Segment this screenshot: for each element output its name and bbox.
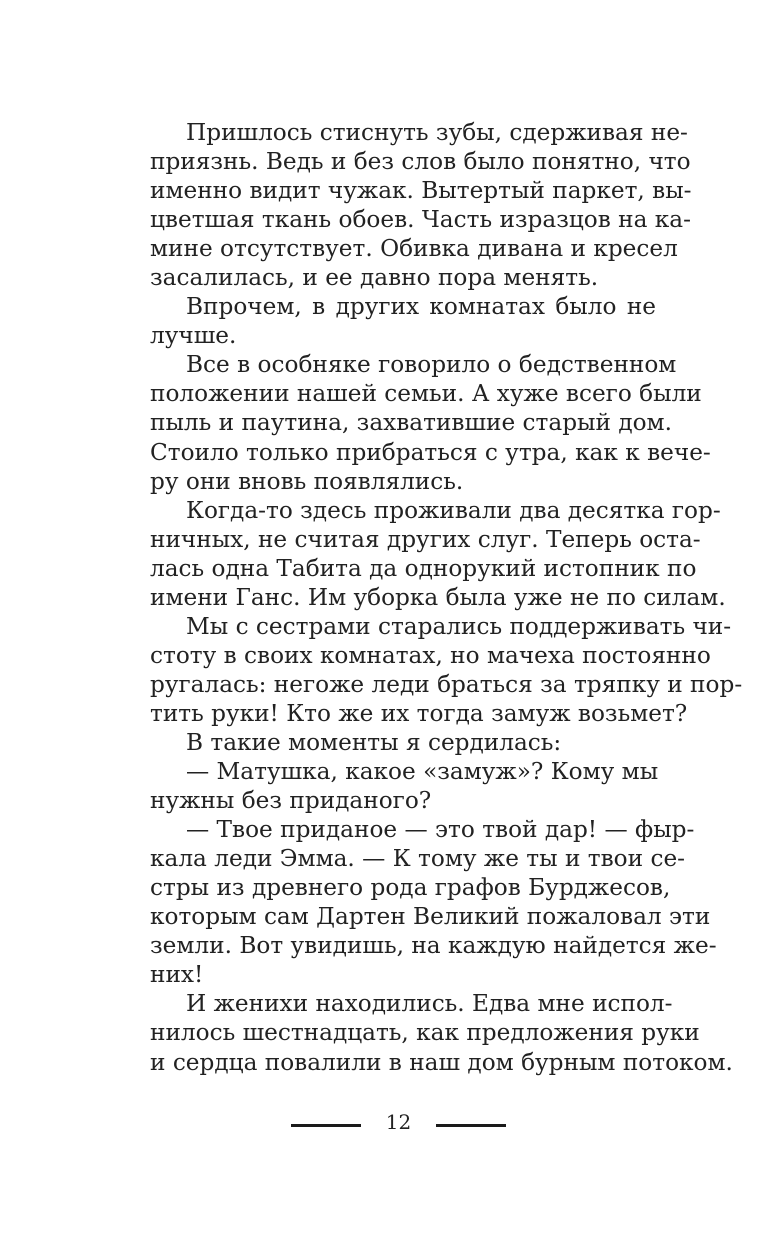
paragraph — [150, 728, 656, 757]
text-line: Пришлось стиснуть зубы, сдерживая не- — [186, 119, 688, 146]
text-line: кала леди Эмма. — К тому же ты и твои се- — [150, 845, 685, 873]
text-line: них! — [150, 961, 204, 989]
text-line: нужны без приданого? — [150, 787, 432, 815]
text-line: стры из древнего рода графов Бурджесов, — [150, 874, 671, 902]
footer-rule-left — [291, 1124, 361, 1127]
text-line: Впрочем, в других комнатах было не — [186, 293, 656, 321]
text-line: стоту в своих комнатах, но мачеха постоянно — [150, 641, 711, 669]
text-line: земли. Вот увидишь, на каждую найдется же- — [150, 932, 717, 960]
text-line: положении нашей семьи. А хуже всего были — [150, 380, 702, 408]
paragraph — [150, 989, 733, 1076]
page-number: 12 — [385, 1110, 412, 1134]
paragraph — [150, 496, 726, 612]
text-line: ру они вновь появлялись. — [150, 467, 464, 495]
paragraph — [150, 757, 659, 815]
paragraph — [150, 815, 717, 989]
text-line: лась одна Табита да однорукий истопник по — [150, 554, 697, 582]
text-line: пыль и паутина, захватившие старый дом. — [150, 409, 672, 437]
text-line: имени Ганс. Им уборка была уже не по силам. — [150, 583, 726, 611]
paragraph — [150, 612, 743, 728]
text-line: которым сам Дартен Великий пожаловал эти — [150, 903, 711, 931]
text-line: лучше. — [150, 322, 237, 350]
text-line: именно видит чужак. Вытертый паркет, вы- — [150, 177, 692, 205]
text-line: Все в особняке говорило о бедственном — [186, 351, 677, 379]
text-line: — Матушка, какое «замуж»? Кому мы — [186, 758, 659, 786]
text-line: В такие моменты я сердилась: — [186, 728, 562, 756]
text-line: ругалась: негоже леди браться за тряпку и пор- — [150, 670, 743, 698]
text-line: Когда-то здесь проживали два десятка гор- — [186, 496, 721, 524]
paragraph — [150, 118, 692, 292]
text-line: ничных, не считая других слуг. Теперь оста- — [150, 525, 701, 553]
text-line: Мы с сестрами старались поддерживать чи- — [186, 612, 732, 640]
text-line: тить руки! Кто же их тогда замуж возьмет? — [150, 699, 688, 727]
paragraph — [150, 292, 656, 350]
text-line: мине отсутствует. Обивка дивана и кресел — [150, 235, 678, 263]
text-line: Стоило только прибраться с утра, как к вече- — [150, 438, 711, 466]
body-text — [150, 118, 743, 1077]
footer-rule-right — [436, 1124, 506, 1127]
text-line: и сердца повалили в наш дом бурным потоком. — [150, 1048, 733, 1076]
text-line: И женихи находились. Едва мне испол- — [186, 990, 673, 1018]
text-line: цветшая ткань обоев. Часть изразцов на ка- — [150, 206, 691, 234]
page-footer — [0, 1108, 768, 1138]
paragraph — [150, 350, 711, 495]
text-line: нилось шестнадцать, как предложения руки — [150, 1019, 700, 1047]
text-line: — Твое приданое — это твой дар! — фыр- — [186, 816, 695, 844]
text-line: приязнь. Ведь и без слов было понятно, что — [150, 148, 691, 176]
text-line: засалилась, и ее давно пора менять. — [150, 264, 599, 292]
